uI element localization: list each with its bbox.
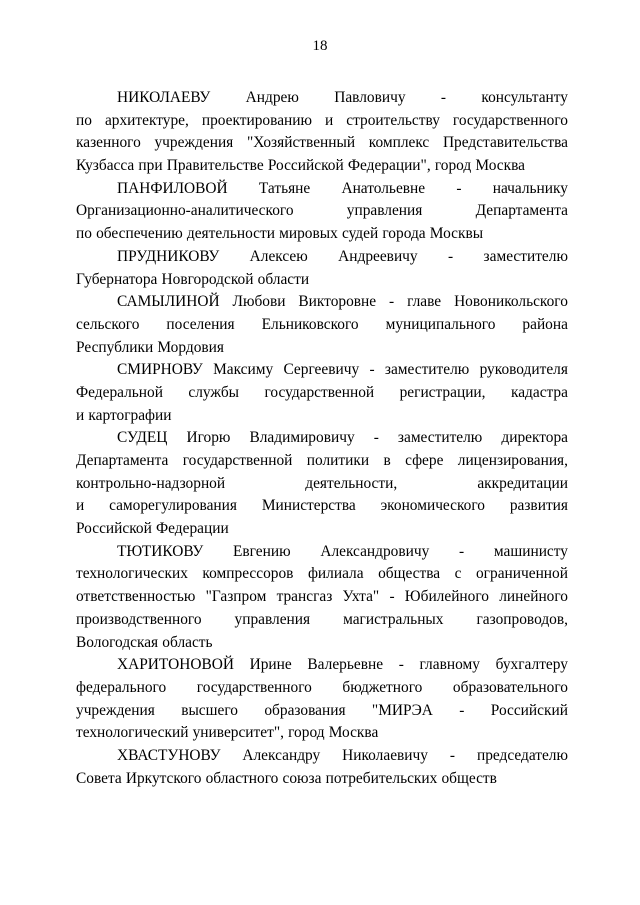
word: государственного <box>196 678 312 696</box>
word: экономического <box>380 497 485 515</box>
award-entry <box>76 359 568 427</box>
word: высшего <box>181 701 238 719</box>
word: Татьяне <box>258 179 311 197</box>
word: - <box>440 89 447 106</box>
word: Александру <box>242 746 321 764</box>
text-line <box>76 632 568 655</box>
word: города <box>382 225 426 243</box>
word: председателю <box>476 746 568 764</box>
word: с <box>454 565 462 583</box>
word: союза <box>282 769 322 787</box>
word: Министерства <box>261 497 356 515</box>
word: образовательного <box>452 678 568 696</box>
word: СМИРНОВУ <box>117 361 203 379</box>
word: в <box>383 452 391 469</box>
word: город <box>288 724 325 742</box>
word: и <box>76 497 85 515</box>
word: обществ <box>441 769 497 787</box>
word: "МИРЭА <box>371 701 433 719</box>
word: бюджетного <box>342 678 423 696</box>
word: саморегулирования <box>109 497 237 515</box>
text-line <box>76 87 568 110</box>
word: Юбилейного <box>404 588 489 606</box>
word: НИКОЛАЕВУ <box>117 89 211 106</box>
text-line <box>76 586 568 609</box>
text-line <box>76 745 568 768</box>
word: ПАНФИЛОВОЙ <box>117 179 228 197</box>
text-line <box>76 495 568 518</box>
word: Ухта" <box>342 588 380 606</box>
word: - <box>456 179 462 197</box>
text-line <box>76 246 568 269</box>
text-line <box>76 427 568 450</box>
word: регистрации, <box>399 383 486 401</box>
word: службы <box>188 383 240 401</box>
word: Иркутского <box>125 769 202 787</box>
word: главе <box>407 293 442 311</box>
word: учреждения <box>76 701 155 719</box>
text-line <box>76 110 568 133</box>
word: Республики <box>76 338 154 356</box>
word: федерального <box>76 678 167 696</box>
text-line <box>76 269 568 292</box>
word: сфере <box>405 452 444 469</box>
word: - <box>389 588 395 606</box>
word: начальнику <box>492 179 568 197</box>
text-line <box>76 700 568 723</box>
word: производственного <box>76 610 202 628</box>
word: судей <box>341 225 379 243</box>
word: Алексею <box>249 247 308 265</box>
word: и <box>76 406 85 424</box>
word: "Хозяйственный <box>246 134 356 152</box>
word: компрессоров <box>202 565 294 583</box>
word: магистральных <box>343 610 444 628</box>
word: архитектуре, <box>104 111 189 129</box>
word: технологических <box>76 565 188 583</box>
word: Андрею <box>245 89 299 106</box>
word: аккредитации <box>477 474 568 492</box>
word: - <box>449 746 456 764</box>
word: района <box>522 315 568 333</box>
word: Губернатора <box>76 270 158 288</box>
word: по <box>76 225 92 243</box>
word: заместителю <box>483 247 568 265</box>
word: муниципального <box>385 315 496 333</box>
word: общества <box>378 565 441 583</box>
word: город <box>434 157 472 175</box>
text-line <box>76 337 568 360</box>
word: СУДЕЦ <box>117 429 168 447</box>
word: Николаевичу <box>342 746 428 764</box>
text-line <box>76 722 568 745</box>
award-entry <box>76 246 568 291</box>
word: машинисту <box>493 542 568 560</box>
text-line <box>76 132 568 155</box>
text-line <box>76 473 568 496</box>
word: Валерьевне <box>307 656 384 674</box>
page-number: 18 <box>312 38 328 54</box>
word: комплекс <box>368 134 430 152</box>
word: Организационно-аналитического <box>76 202 294 220</box>
word: деятельности <box>186 225 275 243</box>
word: областного <box>205 769 279 787</box>
word: руководителя <box>479 361 568 379</box>
document-body <box>76 87 568 790</box>
word: Совета <box>76 769 122 787</box>
word: директора <box>501 429 568 447</box>
word: Федерации <box>156 520 229 538</box>
word: Ельниковского <box>261 315 359 333</box>
text-line <box>76 200 568 223</box>
word: области <box>257 270 310 288</box>
text-line <box>76 359 568 382</box>
word: Любови <box>232 293 286 311</box>
word: контрольно-надзорной <box>76 474 226 492</box>
word: и <box>325 111 334 129</box>
text-line <box>76 609 568 632</box>
word: картографии <box>88 406 172 424</box>
word: государственной <box>182 452 293 469</box>
word: Москва <box>475 157 525 175</box>
word: Александровичу <box>320 542 430 560</box>
word: Кузбасса <box>76 157 135 175</box>
word: линейного <box>499 588 568 606</box>
word: Федеральной <box>76 383 163 401</box>
text-line <box>76 223 568 246</box>
word: политики <box>306 452 370 469</box>
word: казенного <box>76 134 141 152</box>
award-entry <box>76 427 568 540</box>
text-line <box>76 518 568 541</box>
award-entry <box>76 178 568 246</box>
word: - <box>459 701 465 719</box>
word: Правительстве <box>166 157 264 175</box>
word: САМЫЛИНОЙ <box>117 293 220 311</box>
text-line <box>76 405 568 428</box>
word: сельского <box>76 315 140 333</box>
word: Департамента <box>475 202 568 220</box>
word: ХВАСТУНОВУ <box>117 746 221 764</box>
text-line <box>76 382 568 405</box>
text-line <box>76 291 568 314</box>
word: Федерации", <box>347 157 431 175</box>
word: кадастра <box>510 383 568 401</box>
word: ТЮТИКОВУ <box>117 542 204 560</box>
word: заместителю <box>384 361 470 379</box>
word: главному <box>419 656 480 674</box>
word: потребительских <box>325 769 438 787</box>
word: Ирине <box>249 656 292 674</box>
word: - <box>369 361 375 379</box>
text-line <box>76 178 568 201</box>
award-entry <box>76 745 568 790</box>
word: образования <box>264 701 346 719</box>
award-entry <box>76 291 568 359</box>
word: университет", <box>192 724 284 742</box>
award-entry <box>76 87 568 178</box>
word: Владимировичу <box>249 429 355 447</box>
word: мировых <box>279 225 338 243</box>
word: лицензирования, <box>457 452 568 469</box>
word: трансгаз <box>276 588 333 606</box>
word: проектированию <box>201 111 312 129</box>
word: строительству <box>346 111 440 129</box>
word: при <box>138 157 163 175</box>
word: Департамента <box>76 452 169 469</box>
text-line <box>76 155 568 178</box>
word: государственного <box>452 111 568 129</box>
word: управления <box>346 202 423 220</box>
word: Викторовне <box>298 293 377 311</box>
word: Евгению <box>233 542 291 560</box>
word: Представительства <box>442 134 568 152</box>
word: технологический <box>76 724 189 742</box>
word: заместителю <box>397 429 483 447</box>
word: Вологодская <box>76 633 159 651</box>
word: Павловичу <box>334 89 406 106</box>
word: ПРУДНИКОВУ <box>117 247 220 265</box>
word: Андреевичу <box>338 247 418 265</box>
word: Сергеевичу <box>283 361 360 379</box>
award-entry <box>76 654 568 745</box>
word: Анатольевне <box>341 179 426 197</box>
word: управления <box>234 610 311 628</box>
award-entry <box>76 541 568 654</box>
text-line <box>76 768 568 791</box>
word: ответственностью <box>76 588 196 606</box>
word: по <box>76 111 92 129</box>
text-line <box>76 314 568 337</box>
text-line <box>76 541 568 564</box>
word: - <box>389 293 395 311</box>
word: развития <box>509 497 568 515</box>
word: - <box>448 247 454 265</box>
word: "Газпром <box>205 588 267 606</box>
word: - <box>373 429 379 447</box>
word: Новоникольского <box>454 293 568 311</box>
text-line <box>76 563 568 586</box>
word: бухгалтеру <box>495 656 568 674</box>
word: - <box>459 542 465 560</box>
word: ХАРИТОНОВОЙ <box>117 656 234 674</box>
word: Игорю <box>186 429 231 447</box>
word: область <box>162 633 213 651</box>
word: Российский <box>490 701 568 719</box>
word: газопроводов, <box>476 610 568 628</box>
word: деятельности, <box>305 474 398 492</box>
word: государственной <box>264 383 375 401</box>
text-line <box>76 450 568 473</box>
word: - <box>398 656 404 674</box>
word: обеспечению <box>96 225 183 243</box>
text-line <box>76 654 568 677</box>
word: Москва <box>328 724 379 742</box>
text-line <box>76 677 568 700</box>
word: Москвы <box>429 225 484 243</box>
word: консультанту <box>481 89 568 106</box>
word: ограниченной <box>475 565 568 583</box>
word: поселения <box>166 315 235 333</box>
word: филиала <box>307 565 364 583</box>
word: Российской <box>76 520 152 538</box>
word: учреждения <box>154 134 234 152</box>
word: Российской <box>267 157 344 175</box>
word: Максиму <box>213 361 274 379</box>
word: Мордовия <box>157 338 224 356</box>
word: Новгородской <box>161 270 254 288</box>
